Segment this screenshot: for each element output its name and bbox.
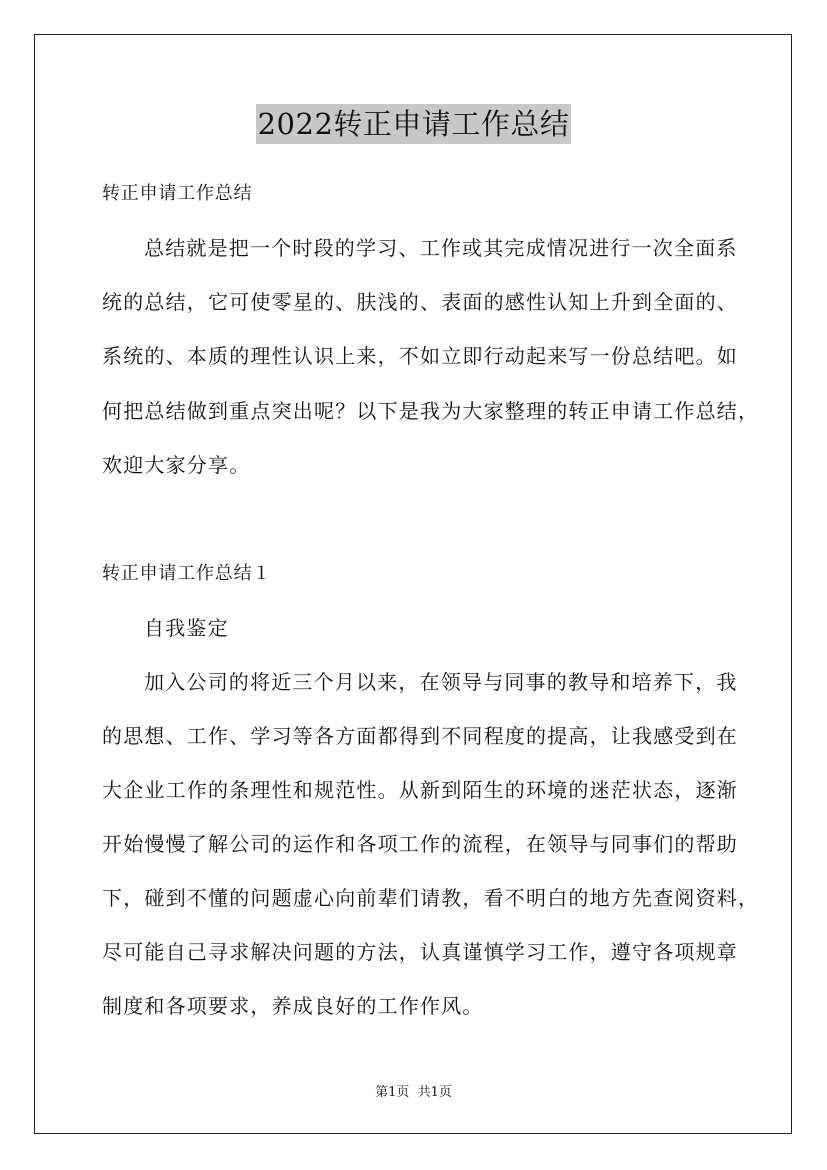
document-title-container [0, 104, 827, 144]
paragraph-line: 开始慢慢了解公司的运作和各项工作的流程，在领导与同事们的帮助 [102, 832, 738, 856]
paragraph-line: 总结就是把一个时段的学习、工作或其完成情况进行一次全面系 [144, 236, 738, 260]
document-title: 2022转正申请工作总结 [256, 104, 572, 144]
page-footer: 第1页 共1页 [375, 1085, 452, 1100]
paragraph-line: 加入公司的将近三个月以来，在领导与同事的教导和培养下，我 [144, 670, 738, 694]
paragraph-line: 的思想、工作、学习等各方面都得到不同程度的提高，让我感受到在 [102, 724, 738, 748]
paragraph-line: 尽可能自己寻求解决问题的方法，认真谨慎学习工作，遵守各项规章 [102, 940, 738, 964]
paragraph-line: 统的总结，它可使零星的、肤浅的、表面的感性认知上升到全面的、 [102, 290, 738, 314]
section-heading: 转正申请工作总结 [102, 183, 253, 204]
paragraph-line: 下，碰到不懂的问题虚心向前辈们请教，看不明白的地方先查阅资料， [102, 886, 760, 910]
paragraph-line: 制度和各项要求，养成良好的工作作风。 [102, 994, 484, 1018]
paragraph-line: 大企业工作的条理性和规范性。从新到陌生的环境的迷茫状态，逐渐 [102, 778, 738, 802]
paragraph-line: 何把总结做到重点突出呢？以下是我为大家整理的转正申请工作总结， [102, 399, 760, 423]
subheading: 自我鉴定 [144, 616, 229, 640]
paragraph-line: 欢迎大家分享。 [102, 453, 251, 477]
paragraph-line: 系统的、本质的理性认识上来，不如立即行动起来写一份总结吧。如 [102, 344, 738, 368]
section-heading: 转正申请工作总结１ [102, 563, 272, 584]
